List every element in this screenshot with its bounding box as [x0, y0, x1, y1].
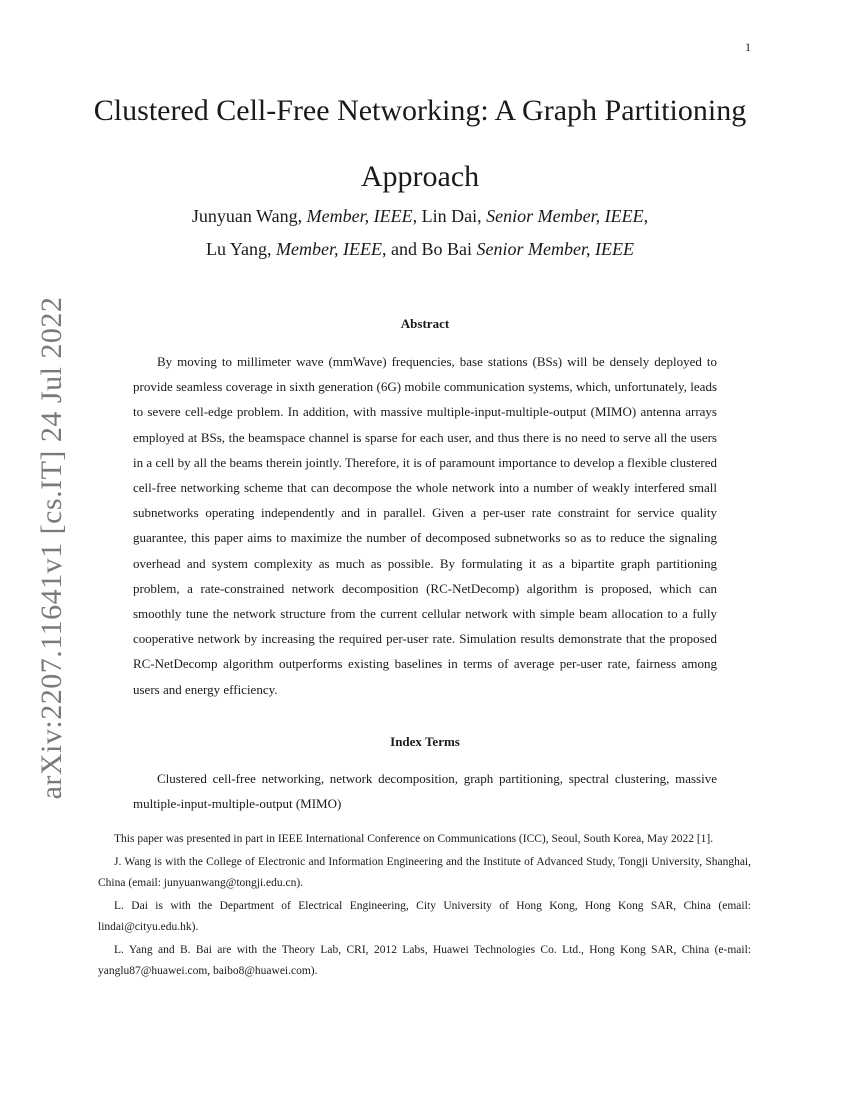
footnote: L. Dai is with the Department of Electrical Engineering, City University of Hong Kong, Hong Kong SAR, China (email: lindai@cityu.edu.hk). [98, 899, 751, 933]
page-number: 1 [745, 40, 751, 54]
footnote: J. Wang is with the College of Electronic and Information Engineering and the Institute of Advanced Study, Tongji University, Shanghai, China (email: junyuanwang@tongji.edu.cn). [98, 855, 751, 889]
author-separator: , [643, 206, 649, 226]
abstract-text: By moving to millimeter wave (mmWave) frequencies, base stations (BSs) will be densely deployed to provide seamless coverage in sixth generation (6G) mobile communication systems, which, unfortunately, leads to severe cell-edge problem. In addition, with massive multiple-input-multiple-output (MIMO) antenna arrays employed at BSs, the beamspace channel is sparse for each user, and thus there is no need to serve all the users in a cell by all the beams therein jointly. Therefore, it is of paramount importance to develop a flexible clustered cell-free networking scheme that can decompose the whole network into a number of weakly interfered small subnetworks operating independently and in parallel. Given a per-user rate constraint for service quality guarantee, this paper aims to maximize the number of decomposed subnetworks so as to reduce the signaling overhead and system complexity as much as possible. By formulating it as a bipartite graph partitioning problem, a rate-constrained network decomposition (RC-NetDecomp) algorithm is proposed, which can smoothly tune the network structure from the current cellular network with simple beam allocation to a fully cooperative network by increasing the required per-user rate. Simulation results demonstrate that the proposed RC-NetDecomp algorithm outperforms existing baselines in terms of average per-user rate, fairness among users and energy efficiency. [133, 354, 717, 697]
abstract-heading: Abstract [400, 316, 450, 331]
author-role: Senior Member, IEEE [486, 206, 644, 226]
author-name: Junyuan Wang, [191, 206, 307, 226]
footnote: L. Yang and B. Bai are with the Theory Lab, CRI, 2012 Labs, Huawei Technologies Co. Ltd., Hong Kong SAR, China (e-mail: yanglu87@huawei.com, baibo8@huawei.com). [98, 943, 751, 977]
footnotes [98, 829, 751, 984]
author-line-2 [60, 233, 780, 266]
author-role: Senior Member, IEEE [476, 239, 634, 259]
author-role: Member, IEEE [276, 239, 382, 259]
author-name: Lu Yang, [206, 239, 277, 259]
index-terms-text: Clustered cell-free networking, network decomposition, graph partitioning, spectral clustering, massive multiple-input-multiple-output (MIMO) [133, 771, 717, 812]
author-line-1 [60, 200, 780, 233]
author-role: Member, IEEE [306, 206, 413, 226]
arxiv-stamp: arXiv:2207.11641v1 [cs.IT] 24 Jul 2022 [35, 296, 68, 800]
index-terms-heading: Index Terms [390, 734, 460, 749]
author-separator: , Lin Dai, [412, 206, 487, 226]
author-separator: , and Bo Bai [382, 239, 477, 259]
author-list [60, 200, 780, 266]
footnote: This paper was presented in part in IEEE International Conference on Communications (ICC), Seoul, South Korea, May 2022 [1]. [114, 833, 714, 845]
paper-title: Clustered Cell-Free Networking: A Graph Partitioning Approach [93, 94, 747, 193]
